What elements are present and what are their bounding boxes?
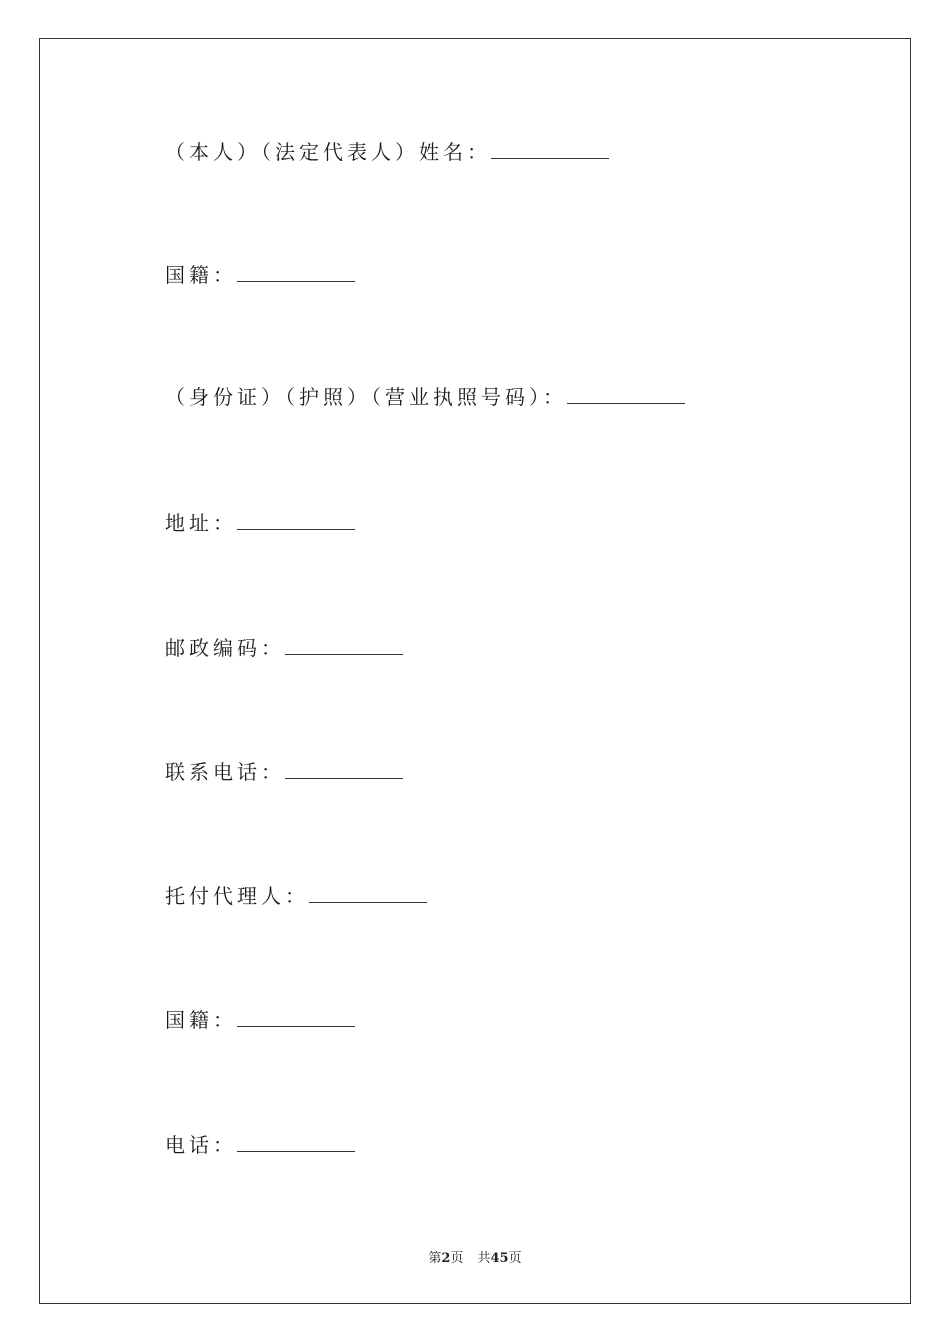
- field-name-blank: [491, 140, 609, 159]
- field-nationality: [165, 259, 355, 291]
- page-footer: [0, 1247, 950, 1266]
- page-border: [39, 38, 911, 1304]
- field-name: [165, 136, 609, 168]
- footer-page-number: 2: [441, 1251, 451, 1266]
- field-agent-phone-blank: [237, 1133, 355, 1152]
- field-id-number-blank: [567, 385, 685, 404]
- field-agent-blank: [309, 884, 427, 903]
- field-nationality-label: 国籍：: [165, 263, 237, 287]
- field-phone-blank: [285, 760, 403, 779]
- footer-total-pages: 45: [490, 1251, 509, 1266]
- field-postal-code-blank: [285, 636, 403, 655]
- field-address: [165, 507, 355, 539]
- footer-total-suffix: 页: [508, 1251, 522, 1266]
- field-agent-nationality-blank: [237, 1008, 355, 1027]
- field-id-number-label: （身份证）（护照）（营业执照号码）：: [165, 385, 567, 409]
- field-agent-nationality: [165, 1004, 355, 1036]
- field-agent: [165, 880, 427, 912]
- field-agent-nationality-label: 国籍：: [165, 1008, 237, 1032]
- field-name-label: （本人）（法定代表人）姓名：: [165, 140, 491, 164]
- field-phone: [165, 756, 403, 788]
- footer-page-suffix: 页: [450, 1251, 464, 1266]
- field-address-label: 地址：: [165, 511, 237, 535]
- field-phone-label: 联系电话：: [165, 760, 285, 784]
- field-nationality-blank: [237, 263, 355, 282]
- field-agent-phone: [165, 1129, 355, 1161]
- footer-total-prefix: 共: [477, 1251, 491, 1266]
- field-postal-code-label: 邮政编码：: [165, 636, 285, 660]
- field-agent-label: 托付代理人：: [165, 884, 309, 908]
- field-address-blank: [237, 511, 355, 530]
- field-postal-code: [165, 632, 403, 664]
- field-agent-phone-label: 电话：: [165, 1133, 237, 1157]
- footer-page-prefix: 第: [428, 1251, 442, 1266]
- field-id-number: [165, 381, 685, 413]
